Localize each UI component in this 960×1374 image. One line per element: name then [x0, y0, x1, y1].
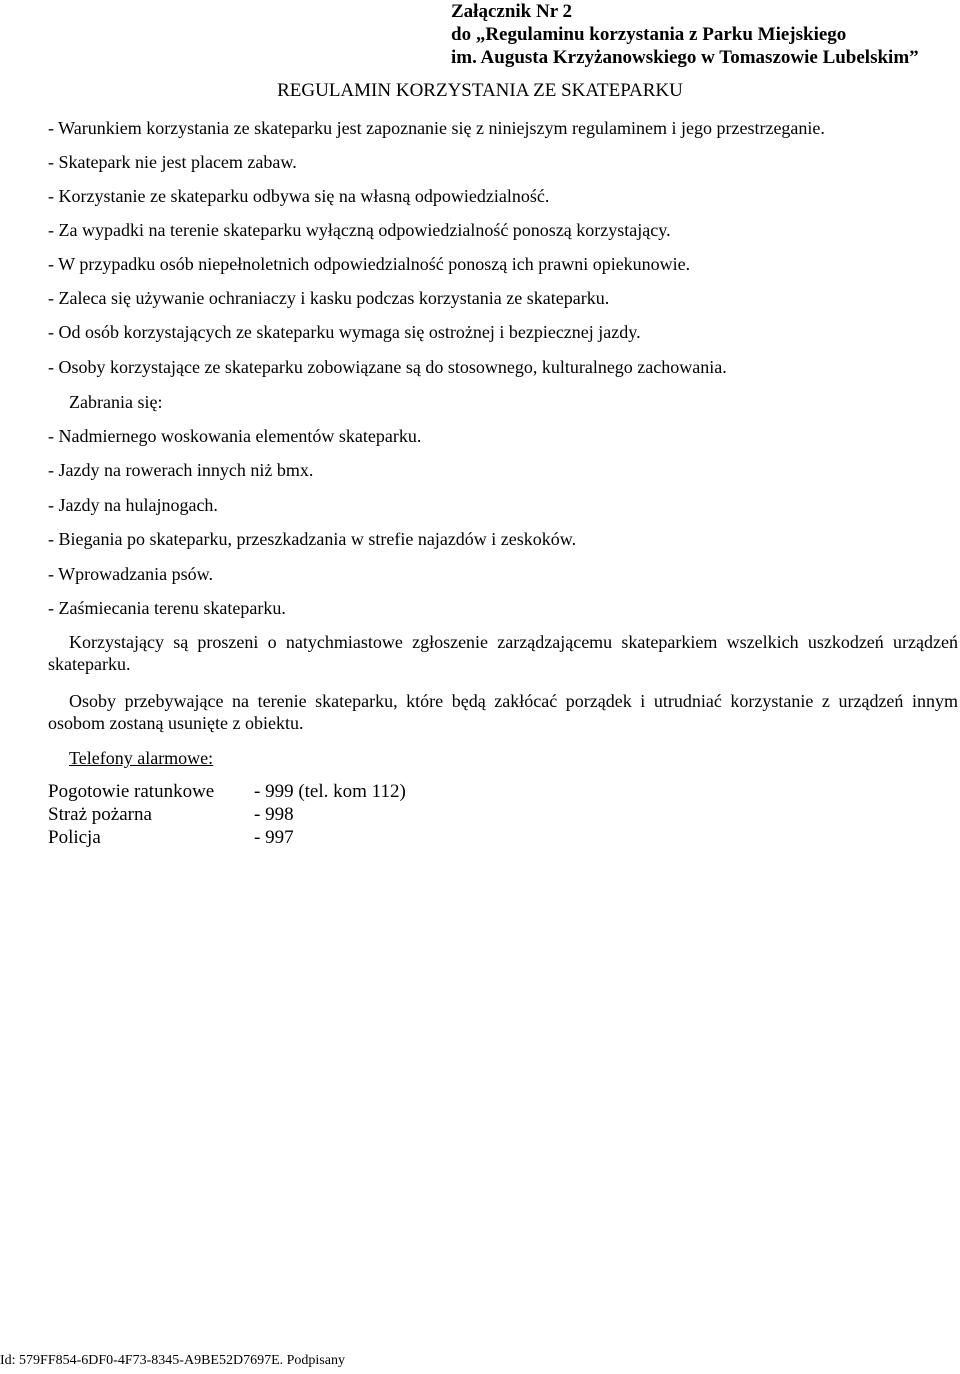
removal-text: Osoby przebywające na terenie skateparku, które będą zakłócać porządek i utrudniać korzystanie z urządzeń innym osobom zostaną usunięte z obiektu. — [48, 691, 958, 733]
attachment-park-name: im. Augusta Krzyżanowskiego w Tomaszowie Lubelskim” — [451, 47, 919, 68]
phone-number: - 999 (tel. kom 112) — [254, 781, 406, 802]
phones-heading: Telefony alarmowe: — [69, 748, 214, 768]
attachment-number: Załącznik Nr 2 — [451, 1, 573, 22]
rule-item: - Osoby korzystające ze skateparku zobowiązane są do stosownego, kulturalnego zachowania. — [48, 357, 727, 377]
damage-report-paragraph — [48, 631, 958, 675]
prohibited-item: - Jazdy na hulajnogach. — [48, 495, 218, 515]
removal-paragraph — [48, 690, 958, 734]
rule-item: - Za wypadki na terenie skateparku wyłączną odpowiedzialność ponoszą korzystający. — [48, 220, 671, 240]
document-title: REGULAMIN KORZYSTANIA ZE SKATEPARKU — [277, 80, 683, 101]
prohibited-heading: Zabrania się: — [69, 392, 163, 412]
phone-number: - 998 — [254, 804, 294, 825]
attachment-reference: do „Regulaminu korzystania z Parku Miejskiego — [451, 24, 847, 45]
document-id-footer: Id: 579FF854-6DF0-4F73-8345-A9BE52D7697E. Podpisany — [0, 1353, 345, 1368]
rule-item: - Korzystanie ze skateparku odbywa się na własną odpowiedzialność. — [48, 186, 550, 206]
prohibited-item: - Biegania po skateparku, przeszkadzania w strefie najazdów i zeskoków. — [48, 529, 577, 549]
prohibited-item: - Zaśmiecania terenu skateparku. — [48, 598, 286, 618]
phone-service-name: Straż pożarna — [48, 804, 152, 825]
prohibited-item: - Wprowadzania psów. — [48, 564, 213, 584]
prohibited-item: - Jazdy na rowerach innych niż bmx. — [48, 460, 314, 480]
rule-item: - Od osób korzystających ze skateparku wymaga się ostrożnej i bezpiecznej jazdy. — [48, 322, 641, 342]
rule-item: - Zaleca się używanie ochraniaczy i kasku podczas korzystania ze skateparku. — [48, 288, 610, 308]
phone-service-name: Pogotowie ratunkowe — [48, 781, 215, 802]
prohibited-item: - Nadmiernego woskowania elementów skateparku. — [48, 426, 422, 446]
phone-row — [48, 781, 406, 803]
rule-item: - Warunkiem korzystania ze skateparku jest zapoznanie się z niniejszym regulaminem i jego przestrzeganie. — [48, 118, 825, 138]
damage-report-text: Korzystający są proszeni o natychmiastowe zgłoszenie zarządzającemu skateparkiem wszelkich uszkodzeń urządzeń skateparku. — [48, 632, 958, 674]
phone-service-name: Policja — [48, 827, 101, 848]
phone-row — [48, 804, 294, 826]
rule-item: - Skatepark nie jest placem zabaw. — [48, 152, 297, 172]
phone-number: - 997 — [254, 827, 294, 848]
rule-item: - W przypadku osób niepełnoletnich odpowiedzialność ponoszą ich prawni opiekunowie. — [48, 254, 691, 274]
phone-row — [48, 827, 294, 849]
